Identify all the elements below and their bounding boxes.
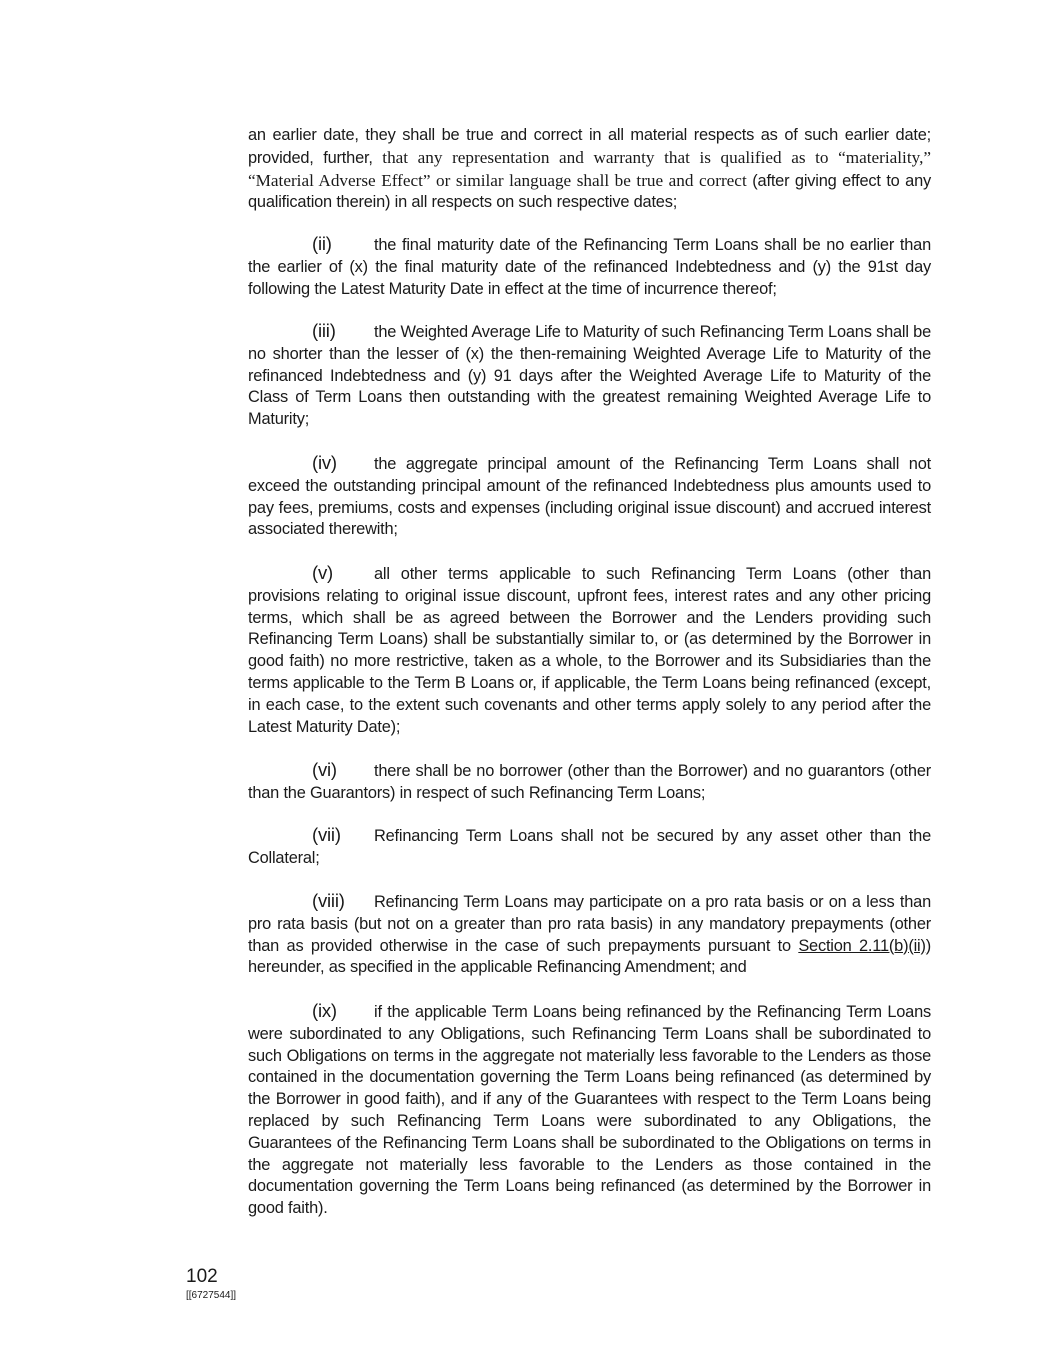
clause-number: (viii) <box>312 890 345 911</box>
clause-number: (iv) <box>312 452 337 473</box>
clause-text: if the applicable Term Loans being refinanced by the Refinancing Term Loans were subordinated to any Obligations, such Refinancing Term Loans shall be subordinated to such Obligations on terms in the aggregate not materially less favorable to the Lenders as those contained in the documentation governing the Term Loans being refinanced (as determined by the Borrower in good faith), and if any of the Guarantees with respect to the Term Loans being replaced by such Refinancing Term Loans were subordinated to any Obligations, the Guarantees of the Refinancing Term Loans shall be subordinated to the Obligations on terms in the aggregate not materially less favorable to the Lenders as those contained in the documentation governing the Term Loans being refinanced (as determined by the Borrower in good faith). <box>248 1003 931 1218</box>
clause-text: the Weighted Average Life to Maturity of such Refinancing Term Loans shall be no shorter than the lesser of (x) the then-remaining Weighted Average Life to Maturity of the refinanced Indebtedness and (y) 91 days after the Weighted Average Life to Maturity of the Class of Term Loans then outstanding with the greatest remaining Weighted Average Life to Maturity; <box>248 323 931 429</box>
intro-further: provided, further, <box>248 148 373 167</box>
page-number: 102 <box>186 1266 218 1287</box>
clause-number: (vii) <box>312 824 341 845</box>
intro-line-1: an earlier date, they shall be true and correct in all material respects as of such earlier date; <box>248 126 931 144</box>
intro-end: (after giving effect to any qualification therein) in all respects on such respective dates; <box>248 171 931 212</box>
clause-viii <box>248 890 931 979</box>
clause-vi <box>248 759 931 805</box>
document-id: [[6727544]] <box>186 1290 237 1301</box>
clause-text: all other terms applicable to such Refinancing Term Loans (other than provisions relating to original issue discount, upfront fees, interest rates and any other pricing terms, which shall be as agreed between the Borrower and the Lenders providing such Refinancing Term Loans) shall be substantially similar to, or (as determined by the Borrower in good faith) no more restrictive, taken as a whole, to the Borrower and its Subsidiaries than the terms applicable to the Term B Loans or, if applicable, the Term Loans being refinanced (except, in each case, to the extent such covenants and other terms apply solely to any period after the Latest Maturity Date); <box>248 565 931 736</box>
clause-vii <box>248 824 931 870</box>
clause-ix <box>248 1000 931 1220</box>
clause-ii <box>248 233 931 300</box>
clause-iii <box>248 320 931 431</box>
section-reference-link: Section 2.11(b)(ii) <box>798 936 926 955</box>
clause-text: Refinancing Term Loans shall not be secured by any asset other than the Collateral; <box>248 827 931 867</box>
clause-text: there shall be no borrower (other than the Borrower) and no guarantors (other than the Guarantors) in respect of such Refinancing Term Loans; <box>248 762 931 802</box>
clause-number: (iii) <box>312 320 336 341</box>
clause-text-tail: ) hereunder, as specified in the applicable Refinancing Amendment; and <box>248 936 931 977</box>
intro-paragraph <box>248 125 931 214</box>
clause-text: the final maturity date of the Refinancing Term Loans shall be no earlier than the earlier of (x) the final maturity date of the refinanced Indebtedness and (y) the 91st day following the Latest Maturity Date in effect at the time of incurrence thereof; <box>248 236 931 298</box>
clause-text: Refinancing Term Loans may participate on a pro rata basis or on a less than pro rata basis (but not on a greater than pro rata basis) in any mandatory prepayments (other than as provided otherwise in the case of such prepayments pursuant to <box>248 893 931 955</box>
clause-iv <box>248 452 931 541</box>
clause-text: the aggregate principal amount of the Refinancing Term Loans shall not exceed the outstanding principal amount of the refinanced Indebtedness plus amounts used to pay fees, premiums, costs and expenses (including original issue discount) and accrued interest associated therewith; <box>248 455 931 539</box>
clause-number: (vi) <box>312 759 337 780</box>
clause-v <box>248 562 931 738</box>
clause-number: (ix) <box>312 1000 337 1021</box>
clause-number: (v) <box>312 562 333 583</box>
intro-serif-text: that any representation and warranty that is qualified as to “materiality,” “Material Adverse Effect” or similar language shall be true and correct <box>248 147 931 190</box>
clause-number: (ii) <box>312 233 332 254</box>
